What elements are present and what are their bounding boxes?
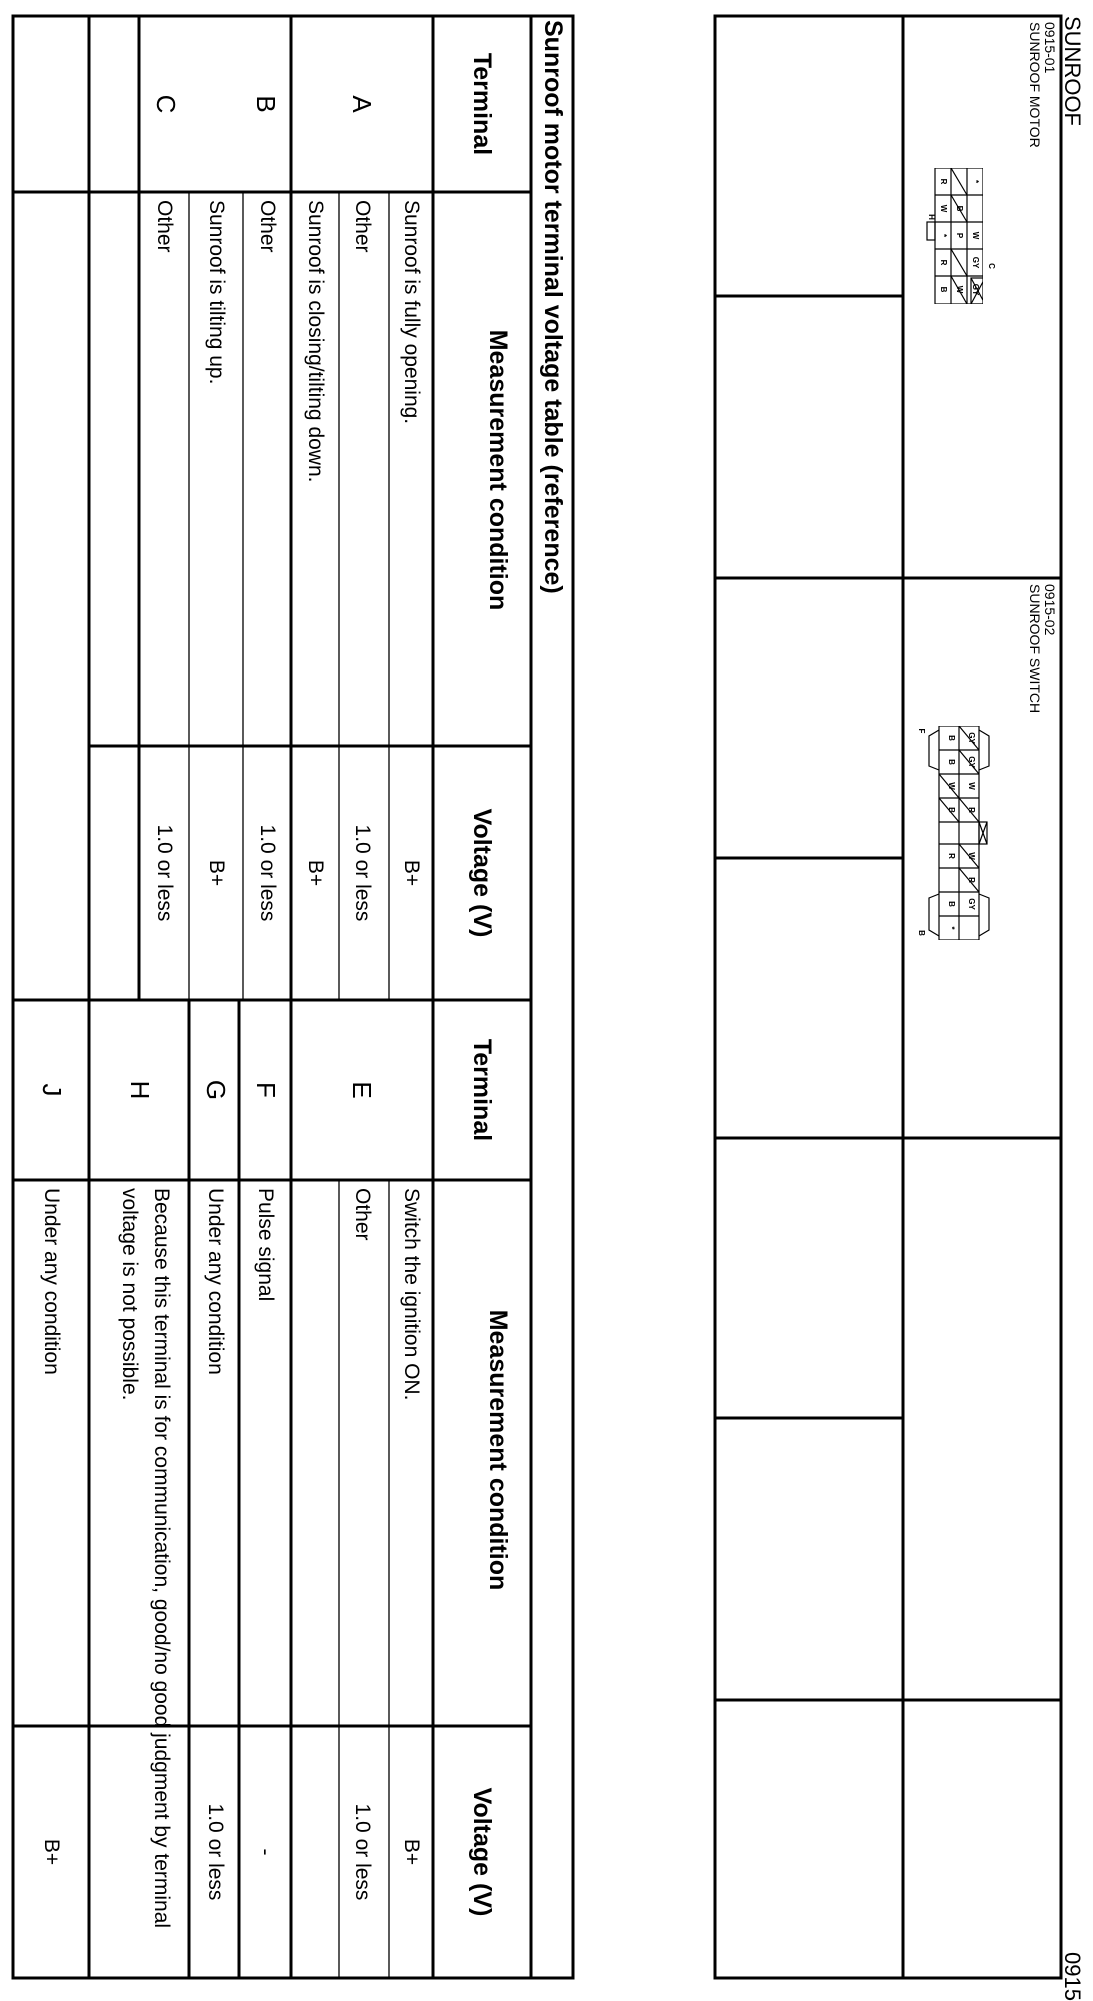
connector-2-pin: GY — [967, 898, 976, 910]
right-header-voltage: Voltage (V) — [468, 1787, 496, 1917]
connector-2-label-f: F — [917, 728, 926, 734]
connector-1-pin: GY — [971, 283, 980, 296]
connector-2-pin: B — [947, 807, 956, 813]
terminal-h: H — [125, 1080, 155, 1100]
connector-2-pin: W — [967, 782, 976, 790]
terminal-f: F — [251, 1082, 281, 1098]
connector-1-code: 0915-01 — [1042, 22, 1058, 74]
terminal-a: A — [347, 95, 377, 113]
row-b1-condition: Sunroof is closing/tilting down. — [304, 200, 327, 483]
connector-1-caption — [1027, 22, 1057, 148]
row-f-voltage: - — [254, 1848, 277, 1856]
terminal-j: J — [37, 1083, 67, 1097]
row-j-condition: Under any condition — [40, 1188, 63, 1375]
row-b1-voltage: B+ — [304, 859, 327, 887]
right-header-terminal: Terminal — [468, 1038, 496, 1142]
row-e1-voltage: B+ — [400, 1838, 423, 1866]
row-b2-voltage: 1.0 or less — [256, 824, 279, 922]
row-a1-voltage: B+ — [400, 859, 423, 887]
row-j-voltage: B+ — [40, 1838, 63, 1866]
connector-1-pin: W — [939, 204, 948, 213]
row-f-condition: Pulse signal — [254, 1188, 277, 1302]
connector-1-pin: P — [955, 232, 964, 239]
row-e2-voltage: 1.0 or less — [351, 1803, 374, 1901]
row-c1-condition: Sunroof is tilting up. — [205, 200, 228, 385]
page-code: 0915 — [1060, 1952, 1085, 2001]
row-g-voltage: 1.0 or less — [204, 1803, 227, 1901]
connector-2-pin: B — [947, 759, 956, 765]
row-c2-condition: Other — [153, 200, 176, 253]
row-a1-condition: Sunroof is fully opening. — [400, 200, 423, 425]
row-b2-condition: Other — [256, 200, 279, 253]
connector-2-pin: GY — [967, 732, 976, 744]
connector-1-pin: B — [955, 205, 964, 212]
connector-2-label-b: B — [917, 930, 926, 936]
connector-2-outline — [927, 726, 991, 940]
terminal-g: G — [201, 1079, 231, 1101]
connector-1-pin: B — [939, 286, 948, 293]
left-header-terminal: Terminal — [468, 52, 496, 156]
connector-1-diagram — [925, 168, 996, 304]
connector-2-pin: B — [947, 735, 956, 741]
row-e2-condition: Other — [351, 1188, 374, 1241]
connector-2-pin: W — [967, 852, 976, 860]
left-header-voltage: Voltage (V) — [468, 808, 496, 938]
table-title: Sunroof motor terminal voltage table (reference) — [539, 20, 567, 594]
connector-2-caption — [1027, 584, 1057, 713]
terminal-e: E — [347, 1081, 377, 1099]
connector-1-pin: W — [955, 285, 964, 294]
section-title: SUNROOF — [1060, 16, 1085, 126]
connector-2-pin: R — [967, 807, 976, 813]
row-c1-voltage: B+ — [205, 859, 228, 887]
connector-2-pin: W — [947, 782, 956, 790]
connector-1-pin: R — [939, 259, 948, 266]
connector-2-pin: GY — [967, 756, 976, 768]
connector-1-label-h: H — [927, 214, 936, 220]
connector-1-pin: R — [939, 178, 948, 185]
connector-2-pin: R — [967, 877, 976, 883]
connector-1-pin: GY — [971, 256, 980, 269]
connector-1-name: SUNROOF MOTOR — [1027, 22, 1043, 148]
connector-2-pin: R — [947, 853, 956, 859]
connector-1-label-c: C — [987, 263, 996, 269]
row-a2-voltage: 1.0 or less — [351, 824, 374, 922]
connector-2-diagram — [917, 726, 991, 940]
connector-2-pin: B — [947, 901, 956, 907]
row-a2-condition: Other — [351, 200, 374, 253]
row-c2-voltage: 1.0 or less — [153, 824, 176, 922]
connector-1-star-2: * — [939, 233, 948, 238]
left-header-condition: Measurement condition — [484, 329, 512, 611]
row-g-condition: Under any condition — [204, 1188, 227, 1375]
row-e1-condition: Switch the ignition ON. — [400, 1188, 423, 1401]
terminal-c: C — [151, 94, 181, 114]
connector-1-pin: W — [971, 231, 980, 240]
connector-1-star-1: * — [971, 179, 980, 184]
row-h-condition: Because this terminal is for communication, good/no good judgment by terminal voltage is not possible. — [118, 1188, 173, 1929]
right-header-condition: Measurement condition — [484, 1309, 512, 1591]
connector-2-star: * — [947, 926, 956, 930]
connector-2-name: SUNROOF SWITCH — [1027, 584, 1043, 714]
terminal-b: B — [251, 95, 281, 113]
connector-2-code: 0915-02 — [1042, 584, 1058, 636]
